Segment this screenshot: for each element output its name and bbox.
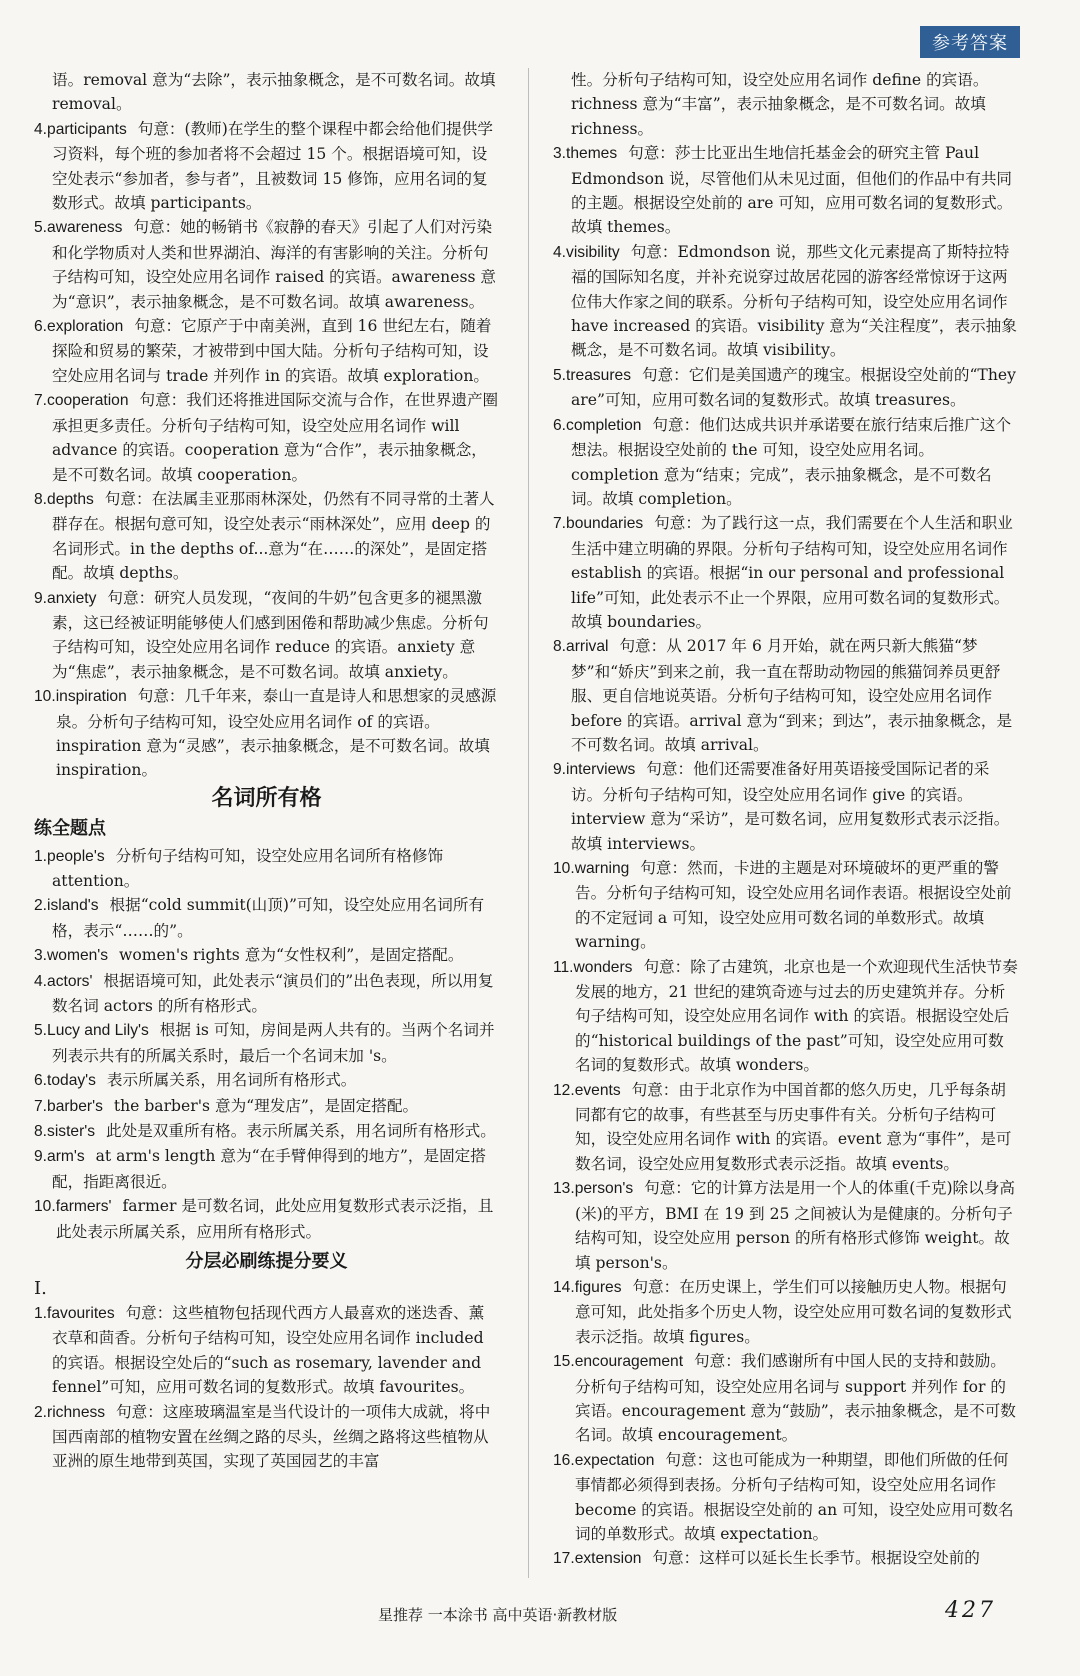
entry-answer: inspiration	[55, 688, 127, 706]
entry-answer: cooperation	[47, 392, 129, 410]
entry-explanation: 句意：它们是美国遗产的瑰宝。根据设空处前的“They are”可知，应用可数名词的复数形式。故填 treasures。	[571, 365, 1016, 410]
entry-number: 10.	[553, 860, 575, 877]
answer-entry	[34, 314, 499, 388]
entry-number: 1.	[34, 847, 48, 865]
entry-answer: people's	[47, 847, 105, 865]
answer-entry	[553, 757, 1018, 856]
left-top-continuation: 语。removal 意为“去除”，表示抽象概念，是不可数名词。故填 removal。	[52, 71, 496, 114]
entry-explanation: the barber's 意为“理发店”，是固定搭配。	[108, 1096, 419, 1115]
entry-answer: themes	[566, 145, 618, 163]
answer-entry	[34, 215, 499, 314]
answer-entry	[553, 1275, 1018, 1349]
answer-entry	[553, 856, 1018, 955]
entry-explanation: 句意：这些植物包括现代西方人最喜欢的迷迭香、薰衣草和茴香。分析句子结构可知，设空处应用名词作 included 的宾语。根据设空处后的“such as rosemary, lavender and fennel”可知，应用可数名词的复数形式。故填 favourites。	[52, 1303, 485, 1397]
answer-entry	[34, 586, 499, 685]
entry-number: 8.	[553, 638, 567, 656]
sub-title: 练全题点	[34, 818, 106, 840]
entry-answer: boundaries	[566, 515, 644, 533]
entry-answer: expectation	[574, 1451, 655, 1469]
entry-number: 1.	[34, 1304, 48, 1322]
entry-number: 2.	[34, 897, 48, 915]
entry-number: 11.	[553, 958, 574, 976]
entry-number: 9.	[34, 589, 48, 607]
entry-explanation: 句意：莎士比亚出生地信托基金会的研究主管 Paul Edmondson 说，尽管他们从未见过面，但他们的作品中有共同的主题。根据设空处前的 are 可知，应用可数名词的复数形式。故填 themes。	[571, 144, 1013, 237]
entry-explanation: at arm's length 意为“在手臂伸得到的地方”，是固定搭配，指距离很近。	[52, 1147, 486, 1191]
entry-answer: anxiety	[47, 589, 97, 607]
possessive-answer-list	[34, 844, 499, 1245]
entry-number: 2.	[34, 1403, 48, 1421]
answer-entry	[34, 1094, 499, 1119]
entry-number: 8.	[34, 1123, 48, 1141]
entry-number: 6.	[34, 1072, 48, 1090]
entry-number: 5.	[34, 1022, 48, 1040]
entry-answer: farmers'	[55, 1198, 112, 1216]
entry-answer: interviews	[566, 761, 636, 779]
entry-explanation: 根据“cold summit(山顶)”可知，设空处应用名词所有格，表示“……的”。	[52, 896, 485, 940]
answer-entry	[34, 1068, 499, 1093]
entry-explanation: 句意：几千年来，泰山一直是诗人和思想家的灵感源泉。分析句子结构可知，设空处应用名词作 of 的宾语。inspiration 意为“灵感”，表示抽象概念，是不可数名词。故填 inspiration。	[56, 687, 497, 780]
entry-explanation: 句意：它原产于中南美洲，直到 16 世纪左右，随着探险和贸易的繁荣，才被带到中国大陆。分析句子结构可知，设空处应用名词与 trade 并列作 in 的宾语。故填 exploration。	[52, 317, 492, 385]
entry-answer: completion	[566, 416, 642, 434]
entry-answer: visibility	[566, 243, 620, 261]
entry-answer: depths	[47, 490, 94, 508]
left-tail-answer-list	[34, 1301, 499, 1474]
entry-explanation: farmer 是可数名词，此处应用复数形式表示泛指，且此处表示所属关系，应用所有格形式。	[56, 1197, 494, 1241]
entry-number: 6.	[553, 416, 567, 434]
entry-answer: extension	[574, 1550, 642, 1568]
entry-explanation: 句意：它的计算方法是用一个人的体重(千克)除以身高(米)的平方，BMI 在 19 到 25 之间被认为是健康的。分析句子结构可知，设空处应用 person 的所有格形式修饰 weight。故填 person's。	[575, 1179, 1015, 1272]
entry-number: 9.	[553, 761, 567, 779]
entry-answer: participants	[47, 120, 127, 138]
entry-number: 3.	[553, 145, 567, 163]
answer-badge: 参考答案	[920, 26, 1020, 58]
entry-number: 9.	[34, 1148, 48, 1166]
section-title: 名词所有格	[211, 785, 322, 811]
entry-number: 10.	[34, 1198, 56, 1216]
entry-explanation: 句意：从 2017 年 6 月开始，就在两只新大熊猫“梦梦”和“娇庆”到来之前，我一直在帮助动物园的熊猫饲养员更舒服、更自信地说英语。分析句子结构可知，设空处应用名词作 before 的宾语。arrival 意为“到来；到达”，表示抽象概念，是不可数名词。故填 arrival。	[571, 637, 1013, 754]
entry-explanation: 分析句子结构可知，设空处应用名词所有格修饰 attention。	[52, 846, 444, 890]
entry-answer: encouragement	[574, 1353, 684, 1371]
answer-entry	[553, 1176, 1018, 1275]
answer-entry	[34, 1119, 499, 1144]
entry-number: 3.	[34, 947, 48, 965]
answer-entry	[34, 844, 499, 894]
entry-number: 15.	[553, 1353, 575, 1371]
entry-answer: women's	[47, 947, 109, 965]
answer-entry	[553, 413, 1018, 512]
answer-entry	[553, 1448, 1018, 1547]
right-top-continuation: 性。分析句子结构可知，设空处应用名词作 define 的宾语。richness 意为“丰富”，表示抽象概念，是不可数名词。故填 richness。	[571, 71, 989, 138]
entry-answer: person's	[574, 1180, 634, 1198]
entry-explanation: 句意：他们达成共识并承诺要在旅行结束后推广这个想法。根据设空处前的 the 可知，设空处应用名词。completion 意为“结束；完成”，表示抽象概念，是不可数名词。故填 completion。	[571, 415, 1012, 508]
answer-entry	[553, 240, 1018, 363]
entry-answer: treasures	[566, 366, 632, 384]
entry-number: 10.	[34, 688, 56, 706]
entry-explanation: 表示所属关系，用名词所有格形式。	[101, 1071, 357, 1090]
entry-number: 5.	[553, 366, 567, 384]
entry-explanation: 句意：在历史课上，学生们可以接触历史人物。根据句意可知，此处指多个历史人物，设空处应用可数名词的复数形式表示泛指。故填 figures。	[575, 1277, 1012, 1346]
entry-explanation: 句意：她的畅销书《寂静的春天》引起了人们对污染和化学物质对人类和世界湖泊、海洋的有害影响的关注。分析句子结构可知，设空处应用名词作 raised 的宾语。awareness 意为“意识”，表示抽象概念，是不可数名词。故填 awareness。	[52, 218, 497, 311]
entry-explanation: 句意：他们还需要准备好用英语接受国际记者的采访。分析句子结构可知，设空处应用名词作 give 的宾语。interview 意为“采访”，是可数名词，应用复数形式表示泛指。故填 interviews。	[571, 760, 1010, 853]
right-answer-list	[553, 141, 1018, 1572]
entry-explanation: 句意：除了古建筑，北京也是一个欢迎现代生活快节奏发展的地方，21 世纪的建筑奇迹与过去的历史建筑并存。分析句子结构可知，设空处应用名词作 with 的宾语。根据设空处后的“historical buildings of the past”可知，设空处应用可数名词的复数形式。故填 wonders。	[575, 957, 1018, 1075]
left-column	[34, 68, 499, 1474]
column-divider	[528, 68, 529, 1578]
entry-number: 8.	[34, 490, 48, 508]
entry-number: 7.	[553, 515, 567, 533]
entry-answer: arm's	[47, 1148, 85, 1166]
entry-explanation: 句意：我们感谢所有中国人民的支持和鼓励。分析句子结构可知，设空处应用名词与 support 并列作 for 的宾语。encouragement 意为“鼓励”，表示抽象概念，是不可数名词。故填 encouragement。	[575, 1352, 1016, 1445]
entry-number: 7.	[34, 1097, 48, 1115]
entry-number: 6.	[34, 318, 48, 336]
answer-entry	[34, 388, 499, 487]
entry-explanation: 句意：由于北京作为中国首都的悠久历史，几乎每条胡同都有它的故事，有些甚至与历史事件有关。分析句子结构可知，设空处应用名词作 with 的宾语。event 意为“事件”，是可数名词，设空处应用复数形式表示泛指。故填 events。	[575, 1080, 1012, 1173]
entry-number: 4.	[553, 243, 567, 261]
entry-answer: Lucy and Lily's	[47, 1022, 149, 1040]
sub-section-title: 分层必刷练提分要义	[185, 1251, 348, 1273]
answer-entry	[553, 1078, 1018, 1177]
answer-entry	[553, 1349, 1018, 1448]
entry-answer: actors'	[47, 972, 93, 990]
entry-explanation: 句意：研究人员发现，“夜间的牛奶”包含更多的褪黑激素，这已经被证明能够使人们感到困倦和帮助减少焦虑。分析句子结构可知，设空处应用名词作 reduce 的宾语。anxiety 意为“焦虑”，表示抽象概念，是不可数名词。故填 anxiety。	[52, 588, 489, 681]
left-answer-list	[34, 117, 499, 783]
entry-number: 17.	[553, 1550, 575, 1568]
answer-entry	[34, 943, 499, 968]
entry-answer: barber's	[47, 1097, 103, 1115]
entry-explanation: 句意：我们还将推进国际交流与合作，在世界遗产圈承担更多责任。分析句子结构可知，设空处应用名词作 will advance 的宾语。cooperation 意为“合作”，表示抽象概念，是不可数名词。故填 cooperation。	[52, 391, 499, 484]
entry-explanation: 根据 is 可知，房间是两人共有的。当两个名词并列表示共有的所属关系时，最后一个名词末加 's。	[52, 1021, 495, 1065]
answer-entry	[34, 117, 499, 216]
entry-explanation: 此处是双重所有格。表示所属关系，用名词所有格形式。	[101, 1122, 496, 1141]
entry-answer: favourites	[47, 1304, 115, 1322]
answer-entry	[553, 1546, 1018, 1571]
answer-entry	[553, 141, 1018, 240]
answer-entry	[553, 363, 1018, 413]
answer-entry	[34, 893, 499, 943]
answer-entry	[34, 1400, 499, 1474]
entry-answer: arrival	[566, 638, 609, 656]
entry-number: 14.	[553, 1278, 575, 1296]
entry-explanation: 根据语境可知，此处表示“演员们的”出色表现，所以用复数名词 actors 的所有格形式。	[52, 971, 494, 1016]
answer-entry	[34, 1194, 499, 1244]
roman-numeral: Ⅰ.	[34, 1277, 47, 1299]
entry-explanation: 句意：这座玻璃温室是当代设计的一项伟大成就，将中国西南部的植物安置在丝绸之路的尽头，丝绸之路将这些植物从亚洲的原生地带到英国，实现了英国园艺的丰富	[52, 1402, 491, 1471]
entry-number: 13.	[553, 1180, 575, 1198]
entry-number: 4.	[34, 120, 48, 138]
answer-entry	[34, 487, 499, 586]
entry-answer: sister's	[47, 1123, 96, 1141]
entry-explanation: 句意：在法属圭亚那雨林深处，仍然有不同寻常的土著人群存在。根据句意可知，设空处表示“雨林深处”，应用 deep 的名词形式。in the depths of...意为“在……的深处”，是固定搭配。故填 depths。	[52, 489, 495, 583]
footer-book-title: 星推荐 一本涂书 高中英语·新教材版	[378, 1606, 618, 1624]
answer-entry	[34, 1144, 499, 1194]
answer-entry	[553, 955, 1018, 1078]
entry-explanation: 句意：Edmondson 说，那些文化元素提高了斯特拉特福的国际知名度，并补充说穿过故居花园的游客经常惊讶于这两位伟大作家之间的联系。分析句子结构可知，设空处应用名词作 have increased 的宾语。visibility 意为“关注程度”，表示抽象概念，是不可数名词。故填 visibility。	[571, 242, 1017, 360]
entry-explanation: 句意：然而，卡进的主题是对环境破坏的更严重的警告。分析句子结构可知，设空处应用名词作表语。根据设空处前的不定冠词 a 可知，设空处应用可数名词的单数形式。故填 warning。	[575, 859, 1012, 952]
right-column	[553, 68, 1018, 1572]
answer-entry	[553, 511, 1018, 634]
answer-entry	[34, 969, 499, 1019]
entry-answer: exploration	[47, 318, 124, 336]
answer-entry	[34, 684, 499, 783]
entry-explanation: 句意：为了践行这一点，我们需要在个人生活和职业生活中建立明确的界限。分析句子结构可知，设空处应用名词作 establish 的宾语。根据“in our personal and professional life”可知，此处表示不止一个界限，应用可数名词的复数形式。故填 boundaries。	[571, 514, 1013, 631]
entry-answer: events	[574, 1081, 621, 1099]
entry-answer: awareness	[47, 219, 123, 237]
entry-number: 7.	[34, 392, 48, 410]
answer-entry	[553, 634, 1018, 757]
entry-answer: warning	[574, 860, 630, 877]
entry-explanation: women's rights 意为“女性权利”，是固定搭配。	[114, 946, 464, 965]
entry-answer: island's	[47, 897, 99, 915]
entry-answer: richness	[47, 1403, 106, 1421]
entry-explanation: 句意：这也可能成为一种期望，即他们所做的任何事情都必须得到表扬。分析句子结构可知，设空处应用名词作 become 的宾语。根据设空处前的 an 可知，设空处应用可数名词的单数形式。故填 expectation。	[575, 1450, 1014, 1543]
page-number: 427	[945, 1598, 996, 1623]
entry-number: 5.	[34, 219, 48, 237]
entry-explanation: 句意：(教师)在学生的整个课程中都会给他们提供学习资料，每个班的参加者将不会超过 15 个。根据语境可知，设空处表示“参加者，参与者”，且被数词 15 修饰，应用名词的复数形式。故填 participants。	[52, 119, 493, 213]
entry-number: 12.	[553, 1081, 575, 1099]
answer-entry	[34, 1018, 499, 1068]
entry-answer: today's	[47, 1072, 96, 1090]
answer-entry	[34, 1301, 499, 1400]
entry-answer: wonders	[573, 958, 633, 976]
entry-number: 16.	[553, 1451, 575, 1469]
entry-answer: figures	[574, 1278, 622, 1296]
entry-explanation: 句意：这样可以延长生长季节。根据设空处前的	[647, 1549, 980, 1568]
entry-number: 4.	[34, 972, 48, 990]
